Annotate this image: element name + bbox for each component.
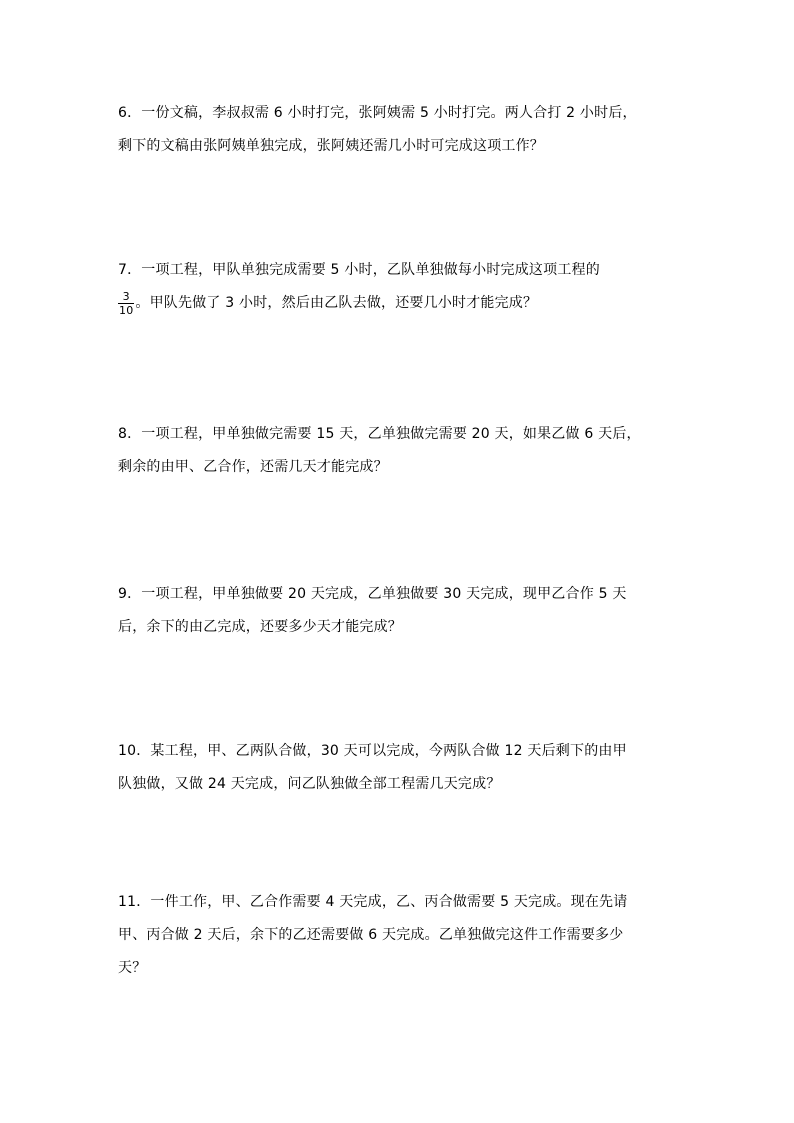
problem-6-line-2: 剩下的文稿由张阿姨单独完成，张阿姨还需几小时可完成这项工作？ (118, 138, 544, 154)
problem-10 (118, 735, 678, 801)
problem-8-line-2: 剩余的由甲、乙合作，还需几天才能完成？ (118, 459, 388, 475)
problem-9-line-1: 9．一项工程，甲单独做要 20 天完成，乙单独做要 30 天完成，现甲乙合作 5 天 (118, 586, 627, 602)
fraction-denominator: 10 (119, 303, 134, 317)
problem-10-line-2: 队独做，又做 24 天完成，问乙队独做全部工程需几天完成？ (118, 776, 501, 792)
fraction-three-tenths (118, 290, 134, 317)
problem-11-line-2: 甲、丙合做 2 天后，余下的乙还需要做 6 天完成。乙单独做完这件工作需要多少 (118, 927, 624, 943)
problem-7-line-2-text: 。甲队先做了 3 小时，然后由乙队去做，还要几小时才能完成？ (135, 295, 538, 311)
problem-6-line-1: 6．一份文稿，李叔叔需 6 小时打完，张阿姨需 5 小时打完。两人合打 2 小时后， (118, 105, 637, 121)
problem-7 (118, 254, 678, 320)
problem-9-line-2: 后，余下的由乙完成，还要多少天才能完成？ (118, 619, 402, 635)
problem-7-line-2 (118, 287, 678, 320)
problem-11 (118, 886, 678, 985)
problem-11-line-3: 天？ (118, 960, 147, 976)
fraction-numerator: 3 (118, 290, 134, 304)
problem-10-line-1: 10．某工程，甲、乙两队合做，30 天可以完成，今两队合做 12 天后剩下的由甲 (118, 743, 627, 759)
problem-9 (118, 578, 678, 644)
problem-11-line-1: 11．一件工作，甲、乙合作需要 4 天完成，乙、丙合做需要 5 天完成。现在先请 (118, 894, 628, 910)
problem-8-line-1: 8．一项工程，甲单独做完需要 15 天，乙单独做完需要 20 天，如果乙做 6 天后， (118, 426, 641, 442)
problem-7-line-1: 7．一项工程，甲队单独完成需要 5 小时，乙队单独做每小时完成这项工程的 (118, 262, 600, 278)
problem-6 (118, 97, 678, 163)
problem-8 (118, 418, 678, 484)
